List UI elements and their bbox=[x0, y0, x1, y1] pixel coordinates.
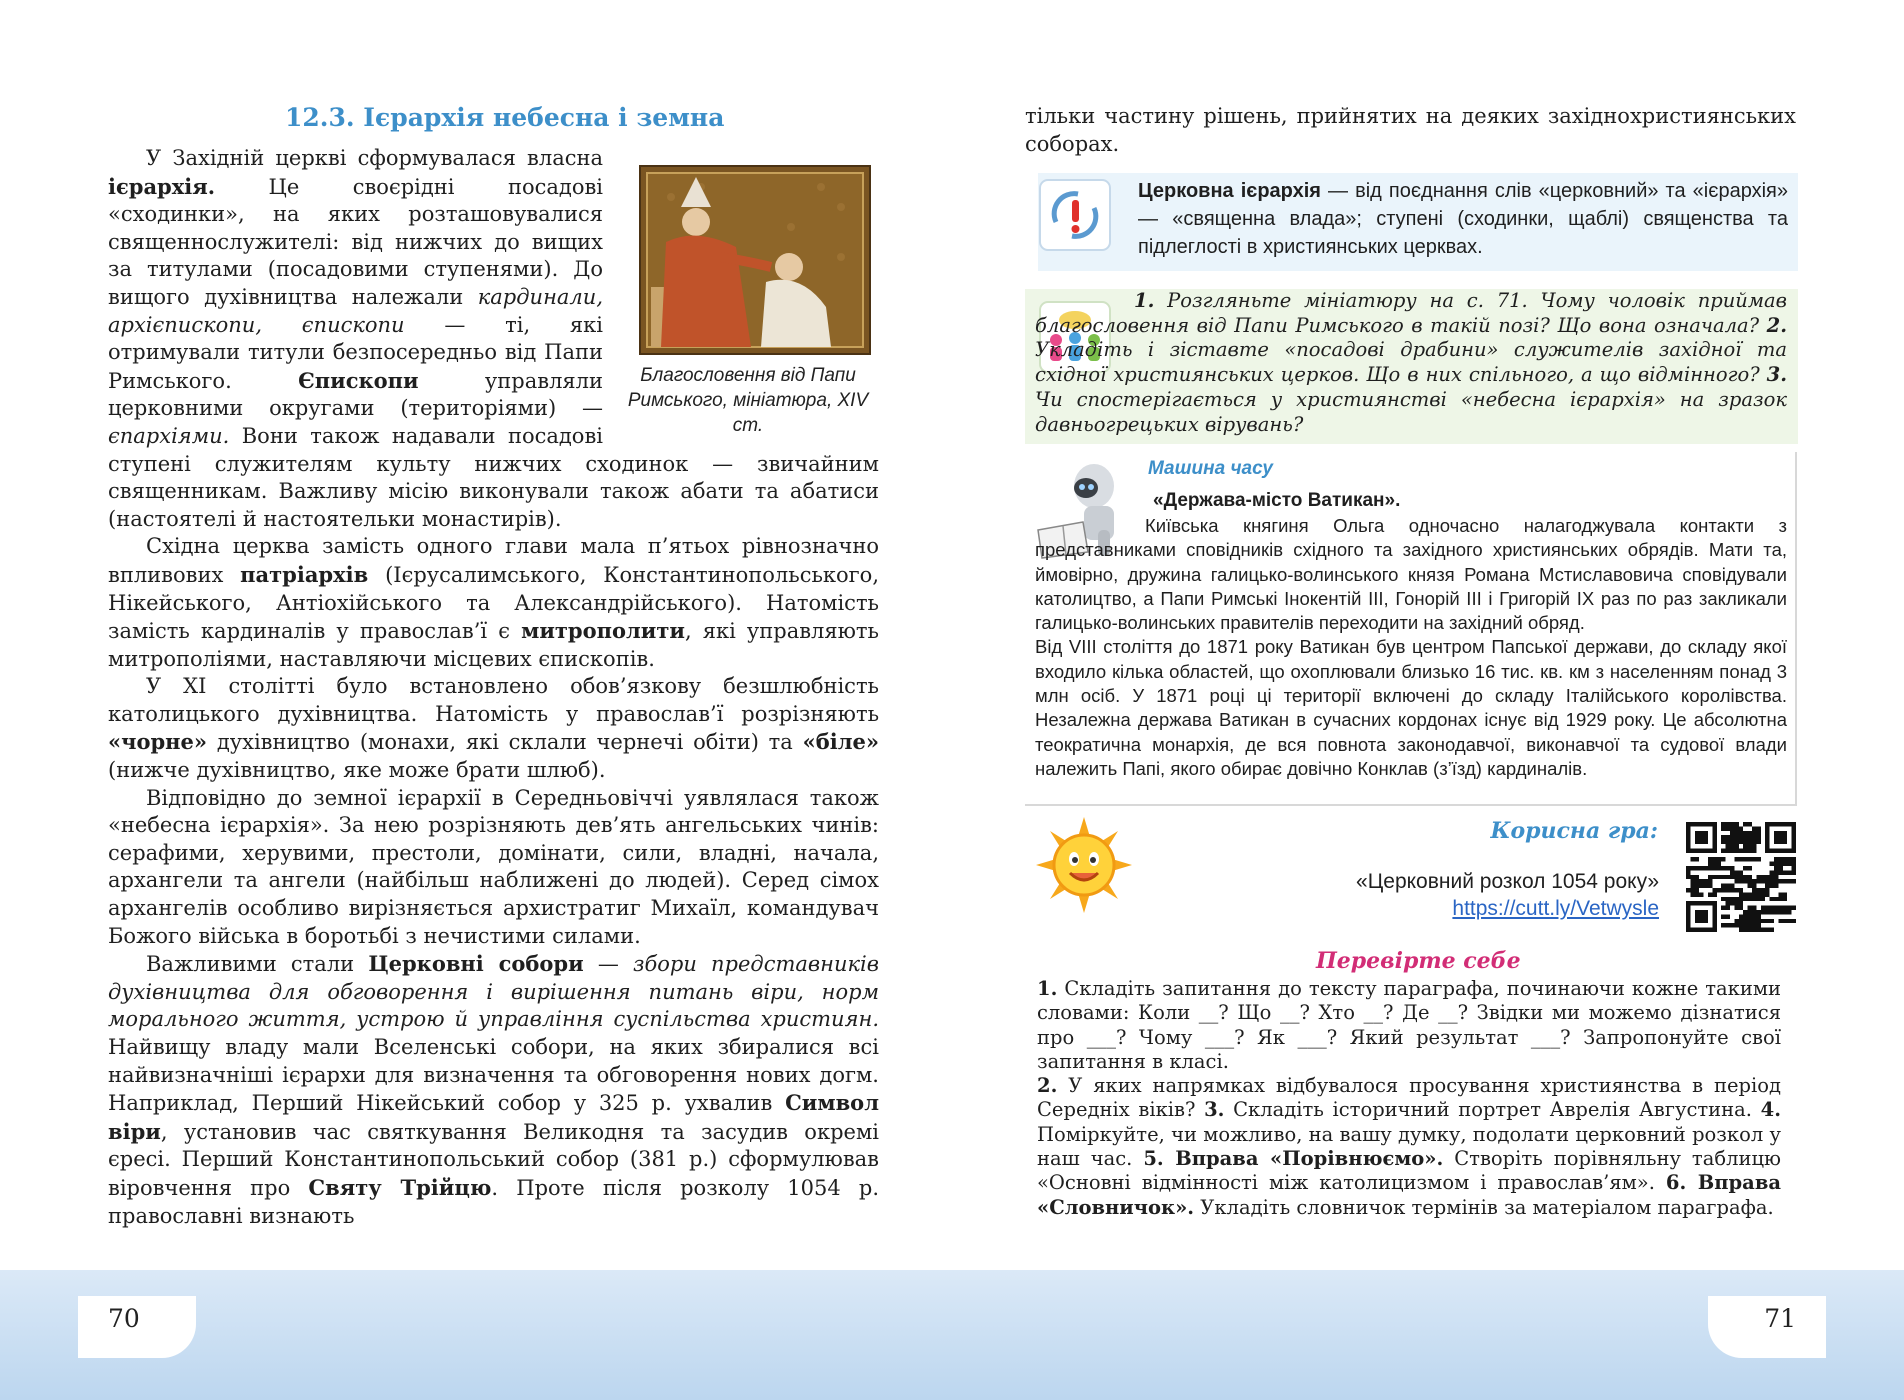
check-yourself-text bbox=[1037, 977, 1781, 1220]
paragraph: У Західній церкві сформувалася власна ієрархія. Це своєрідні посадові «сходинки», на яких розташовувалися священнослужителі: від нижчих до вищих за титулами (посадовими ступенями). До вищого духівництва належали кардинали, архієпископи, єпископи — ті, які отримували титули безпосередньо від Папи Римського. Єпископи управляли церковними округами (територіями) — єпархіями. Вони також надавали посадові ступені служителям культу нижчих сходинок — звичайним священникам. Важливу місію виконували також абати та абатиси (настоятелі й настоятельки монастирів). bbox=[108, 146, 879, 531]
miniature-figure bbox=[617, 165, 879, 438]
page-number-tab bbox=[1708, 1296, 1826, 1358]
paragraph: У XI столітті було встановлено обов’язкову безшлюбність католицького духівництва. Натомість у православ’ї розрізняють «чорне» духівництво (монахи, які склали чернечі обіти) та «біле» (нижче духівництво, яке може брати шлюб). bbox=[108, 674, 879, 783]
left-body-text bbox=[108, 145, 879, 1230]
sun-smile-icon bbox=[1034, 815, 1134, 915]
qr-code-icon[interactable] bbox=[1685, 822, 1797, 932]
figure-caption: Благословення від Папи Римського, мініатюра, XIV ст. bbox=[627, 365, 869, 436]
page-number: 71 bbox=[1764, 1304, 1796, 1333]
continuation-text: тільки частину рішень, прийнятих на деяких західнохристиянських соборах. bbox=[1025, 104, 1796, 156]
check-items-2-6: 2. У яких напрямках відбувалося просування християнства в період Середніх віків? 3. Складіть історичний портрет Аврелія Августина. 4. Поміркуйте, чи можливо, на вашу думку, подолати церковний розкол у наш час. 5. Вправа «Порівнюємо». Створіть порівняльну таблицю «Основні відмінності між католицизмом і православ’ям». 6. Вправа «Словничок». Укладіть словничок термінів за матеріалом параграфа. bbox=[1037, 1074, 1781, 1219]
game-title: «Церковний розкол 1054 року» bbox=[1356, 870, 1659, 893]
game-label: Корисна гра: bbox=[1490, 818, 1658, 844]
paragraph: Східна церква замість одного глави мала п’ятьох рівнозначно впливових патріархів (Ієрусалимського, Константинопольського, Нікейського, Антіохійського та Александрійського). Натомість замість кардиналів у православ’ї є митрополити, які управляють митрополіями, наставляючи місцевих єпископів. bbox=[108, 534, 879, 671]
section-title: 12.3. Ієрархія небесна і земна bbox=[285, 103, 725, 132]
task-text bbox=[1035, 289, 1787, 437]
task-content: 1. Розгляньте мініатюру на с. 71. Чому чоловік приймав благословення від Папи Римського в такій позі? Що вона означала? 2. Укладіть і зіставте «посадові драбини» служителів західної та східної християнських церков. Що в них спільного, а що відмінного? 3. Чи спостерігається у християнстві «небесна ієрархія» на зразок давньогрецьких вірувань? bbox=[1035, 289, 1787, 436]
paragraph bbox=[1035, 514, 1787, 635]
time-machine-p1: Київська княгиня Ольга одночасно налагоджувала контакти з представниками сповідників східного та західного християнських обрядів. Мати та, ймовірно, дружина галицько-волинського князя Романа Мстиславовича сповідували католицтво, а Папи Римські Інокентій III, Гонорій III і Григорій IX раз по раз закликали галицько-волинських правителів переходити на західний обряд. bbox=[1035, 515, 1787, 634]
time-machine-text bbox=[1035, 514, 1787, 781]
check-yourself-title: Перевірте себе bbox=[1316, 948, 1521, 974]
time-machine-label: Машина часу bbox=[1148, 458, 1273, 479]
page-number: 70 bbox=[108, 1304, 140, 1333]
paragraph: Важливими стали Церковні собори — збори представників духівництва для обговорення і вирішення питань віри, норм морального життя, устрою й управління суспільства християн. Найвищу владу мали Вселенські собори, на яких збиралися всі найвизначніші ієрархи для визначення та обговорення нових догм. Наприклад, Перший Нікейський собор у 325 р. ухвалив Символ віри, установив час святкування Великодня та засудив окремі єресі. Перший Константинопольський собор (381 р.) сформулював віровчення про Святу Трійцю. Проте після розколу 1054 р. православні визнають bbox=[108, 951, 880, 1228]
check-item-1: 1. Складіть запитання до тексту параграфа, починаючи кожне такими словами: Коли __? Що __? Хто __? Де __? Звідки ми можемо дізнатися про ___? Чому ___? Як ___? Який результат ___? Запропонуйте свої запитання в класі. bbox=[1037, 977, 1781, 1073]
page-number-tab bbox=[78, 1296, 196, 1358]
time-machine-p2: Від VIII століття до 1871 року Ватикан був центром Папської держави, до складу якої входило кілька областей, що охоплювали близько 16 тис. кв. км з населенням понад 3 млн осіб. У 1871 році ці території включені до складу Італійського королівства. Незалежна держава Ватикан в сучасних кордонах існує від 1929 року. Це абсолютна теократична монархія, де вся повнота законодавчої, виконавчої та судової влади належить Папі, якого обирає довічно Конклав (з’їзд) кардиналів. bbox=[1035, 636, 1787, 779]
definition-text: Церковна ієрархія — від поєднання слів «церковний» та «ієрархія» — «священна влада»; ступені (сходинки, щаблі) священства та підлеглості в християнських церквах. bbox=[1138, 180, 1788, 258]
paragraph: Відповідно до земної ієрархії в Середньовіччі уявлялася також «небесна ієрархія». За нею розрізняють дев’ять ангельських чинів: серафими, херувими, престоли, домінати, сили, владні, начала, архангели та ангели (найбільш наближені до людей). Серед сімох архангелів особливо вирізняється архистратиг Михаїл, командувач Божого війська в боротьбі з нечистими силами. bbox=[108, 785, 879, 948]
time-machine-subtitle: «Держава-місто Ватикан». bbox=[1153, 490, 1401, 511]
miniature-image bbox=[639, 165, 871, 355]
game-link[interactable]: https://cutt.ly/Vetwysle bbox=[1452, 897, 1659, 920]
info-exclamation-icon bbox=[1038, 178, 1112, 252]
